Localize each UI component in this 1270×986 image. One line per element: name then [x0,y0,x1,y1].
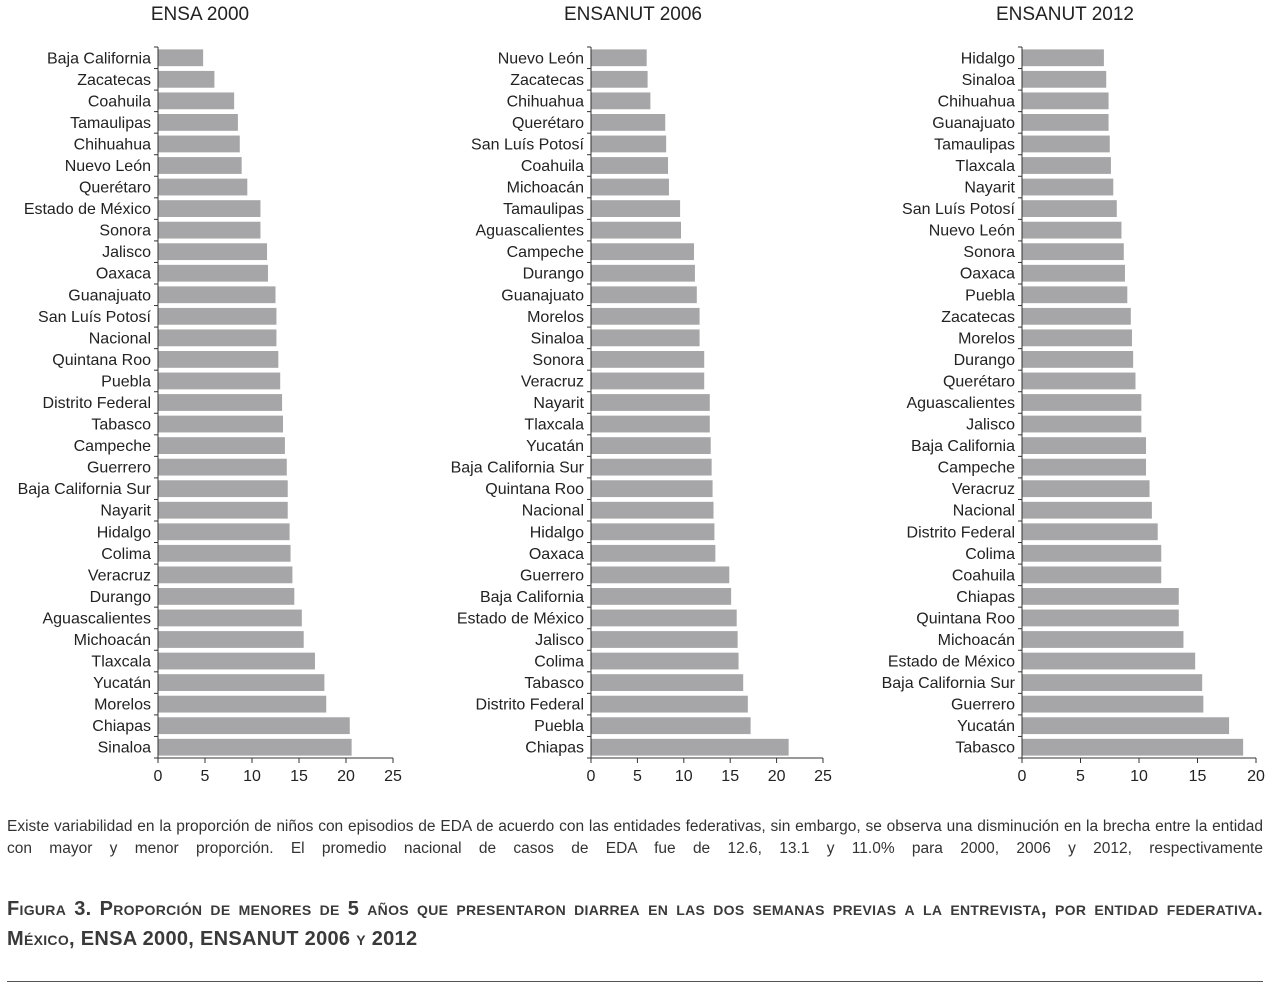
bar [158,437,285,454]
bar [591,92,650,109]
bar [591,49,647,66]
x-tick-label: 10 [1130,768,1148,785]
category-label: Estado de México [456,610,584,628]
category-label: Colima [534,653,584,671]
bar [591,265,695,282]
category-label: Tlaxcala [524,416,584,434]
bar [158,222,260,239]
bar [591,179,669,196]
chart-title: ENSANUT 2012 [996,4,1134,25]
bar [591,459,712,476]
category-label: Puebla [534,718,584,736]
bar [1022,653,1195,670]
category-label: Colima [101,545,151,563]
x-tick-label: 25 [814,768,832,785]
chart-1 [18,4,402,785]
bar [158,502,288,519]
bar [158,286,276,303]
category-label: Tlaxcala [955,158,1015,175]
category-label: Chiapas [525,739,584,757]
chart-title: ENSA 2000 [150,4,250,25]
x-tick-label: 20 [1247,768,1265,785]
category-label: Guerrero [519,567,584,585]
bar [158,610,302,627]
bar [1022,71,1106,88]
bar [591,157,668,174]
category-label: Aguascalientes [42,610,151,628]
category-label: Oaxaca [528,545,584,563]
category-label: Chiapas [92,718,151,736]
x-tick-label: 15 [1188,768,1207,785]
category-label: Durango [953,351,1015,369]
bar [158,588,294,605]
bar [158,739,352,756]
category-label: Zacatecas [77,71,151,89]
bar [591,502,713,519]
bar [591,588,731,605]
category-label: Querétaro [78,179,151,197]
category-label: Guanajuato [932,114,1015,132]
bar [1022,610,1179,627]
category-label: Jalisco [966,416,1015,434]
bar [158,373,280,390]
bar [591,114,665,131]
bar [591,222,681,239]
bar [591,437,711,454]
category-label: Quintana Roo [916,610,1015,628]
category-label: Oaxaca [959,265,1015,283]
category-label: Quintana Roo [52,351,151,369]
bar [591,523,714,540]
category-label: Veracruz [87,567,151,585]
category-label: Nayarit [100,502,151,520]
category-label: Nuevo León [64,158,151,175]
category-label: Tamaulipas [503,201,584,219]
bar [1022,566,1161,583]
category-label: Nacional [521,502,584,520]
bar [1022,136,1110,153]
bar [1022,329,1132,346]
bar [1022,696,1203,713]
category-label: Distrito Federal [42,395,151,412]
bar [591,71,648,88]
category-label: Sonora [99,222,151,240]
x-tick-label: 5 [200,768,210,785]
bar [158,136,240,153]
category-label: Chihuahua [937,93,1015,111]
x-tick-label: 10 [674,768,693,785]
bar [591,610,737,627]
category-label: Michoacán [506,179,584,197]
category-label: Coahuila [520,158,584,175]
bar [591,286,697,303]
bar [591,308,700,325]
category-label: San Luís Potosí [471,136,584,154]
bar [591,200,680,217]
bar [591,480,713,497]
figure-caption: Figura 3. Proporción de menores de 5 años que presentaron diarrea en las dos semanas previas a la entrevista, por entidad federativa. México, ENSA 2000, ENSANUT 2006 y 2012 [7,898,1263,950]
category-label: Campeche [937,459,1015,477]
category-label: Hidalgo [96,524,151,542]
bar [158,200,260,217]
bar [1022,351,1133,368]
category-label: Tabasco [955,739,1015,757]
bar [158,308,276,325]
bar [158,459,287,476]
bar [1022,416,1141,433]
bar [158,696,326,713]
category-label: Hidalgo [529,524,584,542]
chart-title: ENSANUT 2006 [564,4,702,25]
category-label: Puebla [101,373,151,391]
category-label: Tamaulipas [934,136,1015,154]
bar [158,157,242,174]
bar [1022,243,1124,260]
bar [1022,92,1109,109]
category-label: Aguascalientes [475,222,584,240]
category-label: Morelos [527,308,584,326]
bar [591,653,739,670]
category-label: Campeche [73,438,151,456]
bar [591,674,743,691]
bar [1022,265,1125,282]
category-label: Yucatán [93,675,151,693]
category-label: Baja California Sur [450,459,584,477]
bar [1022,179,1113,196]
bar [591,136,666,153]
category-label: Colima [965,545,1015,563]
bar [158,92,234,109]
category-label: Guerrero [86,459,151,477]
category-label: Aguascalientes [906,395,1015,412]
x-tick-label: 0 [153,768,163,785]
x-tick-label: 15 [290,768,308,785]
bar [591,373,704,390]
bar [158,329,276,346]
bar [1022,49,1104,66]
bar [591,717,751,734]
category-label: Distrito Federal [475,696,584,714]
bar [158,114,238,131]
category-label: Distrito Federal [906,524,1015,542]
bar [1022,437,1146,454]
bar [1022,459,1146,476]
figure-note: Existe variabilidad en la proporción de niños con episodios de EDA de acuerdo con las entidades federativas, sin embargo, se observa una disminución en la brecha entre la entidad con mayor y menor proporción. El promedio nacional de casos de EDA fue de 12.6, 13.1 y 11.0% para 2000, 2006 y 2012, respectivamente [7,818,1263,857]
bar [1022,308,1131,325]
category-label: Tlaxcala [91,653,151,671]
category-label: Tabasco [524,675,584,693]
category-label: Baja California [46,50,151,68]
category-label: Baja California [479,588,584,606]
category-label: Hidalgo [960,50,1015,68]
bar [158,480,288,497]
bar [591,329,700,346]
bar [1022,286,1127,303]
bar [158,243,267,260]
category-label: Estado de México [23,201,151,219]
category-label: Zacatecas [510,71,584,89]
category-label: Yucatán [526,438,584,456]
category-label: Oaxaca [95,265,151,283]
bar [1022,631,1183,648]
bar [1022,114,1109,131]
category-label: Guerrero [950,696,1015,714]
x-tick-label: 10 [243,768,261,785]
bar [1022,157,1111,174]
category-label: Querétaro [511,114,584,132]
bar [158,49,203,66]
bar [1022,739,1243,756]
category-label: San Luís Potosí [902,201,1015,219]
bar [591,631,738,648]
bar [158,653,315,670]
category-label: Coahuila [87,93,151,111]
category-label: Nacional [88,330,151,348]
bar [158,71,214,88]
bar [1022,200,1117,217]
category-label: Jalisco [535,632,584,649]
category-label: Nuevo León [497,50,584,68]
category-label: Tamaulipas [70,114,151,132]
category-label: Baja California [910,438,1015,456]
category-label: Zacatecas [941,308,1015,326]
x-tick-label: 20 [767,768,786,785]
category-label: Baja California Sur [17,481,151,499]
category-label: Michoacán [937,632,1015,649]
category-label: Sinaloa [961,71,1015,89]
category-label: Tabasco [91,416,151,434]
category-label: Sonora [532,351,584,369]
bar [1022,502,1152,519]
category-label: Estado de México [887,653,1015,671]
bar [158,631,304,648]
category-label: Coahuila [951,567,1015,585]
bar [1022,373,1135,390]
category-label: Guanajuato [68,287,151,305]
x-tick-label: 0 [1017,768,1027,785]
category-label: Guanajuato [501,287,584,305]
category-label: Nuevo León [928,222,1015,240]
bar [591,566,729,583]
category-label: Campeche [506,244,584,262]
bar [591,545,715,562]
bar [1022,674,1202,691]
category-label: San Luís Potosí [38,308,151,326]
x-tick-label: 0 [586,768,596,785]
bar [1022,588,1179,605]
category-label: Morelos [94,696,151,714]
bar [1022,717,1229,734]
bar [591,351,704,368]
category-label: Sonora [963,244,1015,262]
bar [158,717,350,734]
category-label: Baja California Sur [881,675,1015,693]
category-label: Nacional [952,502,1015,520]
bar [591,416,710,433]
x-tick-label: 15 [721,768,740,785]
category-label: Jalisco [102,244,151,262]
x-tick-label: 5 [632,768,642,785]
bar [158,179,247,196]
category-label: Nayarit [533,395,584,412]
category-label: Chihuahua [506,93,584,111]
category-label: Querétaro [942,373,1015,391]
bar [158,566,292,583]
bar [1022,523,1158,540]
bar [591,739,789,756]
bar [591,696,748,713]
bar [158,394,282,411]
bar [158,545,291,562]
category-label: Chiapas [956,588,1015,606]
bar [158,265,268,282]
x-tick-label: 20 [337,768,355,785]
bar [1022,222,1121,239]
category-label: Durango [89,588,151,606]
bar [158,523,290,540]
category-label: Veracruz [520,373,584,391]
category-label: Chihuahua [73,136,151,154]
bar [158,674,324,691]
category-label: Veracruz [951,481,1015,499]
bottom-rule [7,981,1263,982]
bar [591,243,694,260]
category-label: Quintana Roo [485,481,584,499]
category-label: Yucatán [957,718,1015,736]
x-tick-label: 5 [1076,768,1085,785]
chart-2 [451,4,832,785]
category-label: Michoacán [73,632,151,649]
category-label: Nayarit [964,179,1015,197]
bar [591,394,710,411]
bar [158,416,283,433]
category-label: Sinaloa [97,739,151,757]
category-label: Puebla [965,287,1015,305]
category-label: Durango [522,265,584,283]
bar [1022,545,1161,562]
bar [1022,480,1150,497]
bar [1022,394,1141,411]
x-tick-label: 25 [384,768,402,785]
category-label: Sinaloa [530,330,584,348]
bar [158,351,278,368]
chart-3 [882,4,1265,785]
category-label: Morelos [958,330,1015,348]
